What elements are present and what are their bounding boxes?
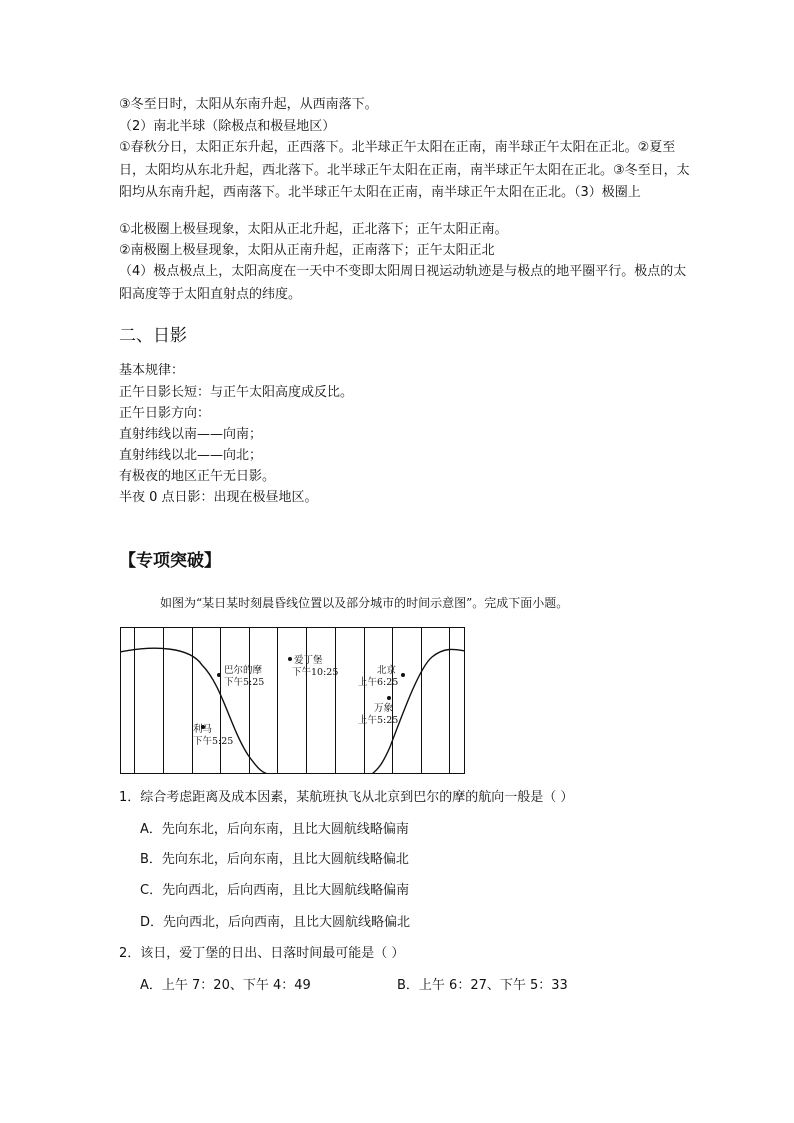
rule-line: 直射纬线以南——向南； xyxy=(119,427,263,442)
rule-line: 正午日影方向： xyxy=(119,406,211,421)
city-name: 北京 xyxy=(377,665,397,676)
question-1-stem: 1．综合考虑距离及成本因素，某航班执飞从北京到巴尔的摩的航向一般是（ ） xyxy=(119,790,574,805)
terminator-diagram xyxy=(120,627,465,774)
city-dot xyxy=(401,673,405,677)
rule-line: 正午日影长短：与正午太阳高度成反比。 xyxy=(119,385,354,400)
beijing-marker xyxy=(358,664,405,688)
city-time: 上午6:25 xyxy=(358,677,399,688)
city-dot xyxy=(217,673,221,677)
paragraph: ①春秋分日，太阳正东升起，正西落下。北半球正午太阳在正南，南半球正午太阳在正北。②夏至日，太阳均从东北升起，西北落下。北半球正午太阳在正南，南半球正午太阳在正北。③冬至日，太阳均从东南升起，西南落下。北半球正午太阳在正南，南半球正午太阳在正北。（3）极圈上 xyxy=(119,140,690,200)
text-line: ③冬至日时，太阳从东南升起，从西南落下。 xyxy=(119,97,378,112)
question-2-stem: 2．该日，爱丁堡的日出、日落时间最可能是（ ） xyxy=(119,946,405,961)
rule-line: 直射纬线以北——向北； xyxy=(119,448,263,463)
section-heading: 【专项突破】 xyxy=(119,551,221,571)
city-time: 下午10:25 xyxy=(292,667,339,678)
city-dot xyxy=(288,657,292,661)
rule-title: 基本规律： xyxy=(119,363,185,378)
city-time: 上午5:25 xyxy=(358,715,399,726)
question-intro: 如图为“某日某时刻晨昏线位置以及部分城市的时间示意图”。完成下面小题。 xyxy=(160,596,569,610)
city-dot xyxy=(387,696,391,700)
lima-marker xyxy=(193,723,233,747)
question-1-option-d[interactable]: D．先向西北，后向西南，且比大圆航线略偏北 xyxy=(140,915,411,930)
question-2-option-a[interactable]: A．上午 7：20、下午 4：49 xyxy=(140,978,311,993)
question-1-option-a[interactable]: A．先向东北，后向东南，且比大圆航线略偏南 xyxy=(140,822,409,837)
rule-line: 半夜 0 点日影：出现在极昼地区。 xyxy=(119,490,318,505)
question-1-option-c[interactable]: C．先向西北，后向西南，且比大圆航线略偏南 xyxy=(140,883,410,898)
question-2-option-b[interactable]: B．上午 6：27、下午 5：33 xyxy=(397,978,568,993)
baltimore-marker xyxy=(217,664,264,688)
city-name: 巴尔的摩 xyxy=(224,665,263,676)
section-heading: 二、日影 xyxy=(119,326,187,346)
meridian-lines xyxy=(135,627,450,774)
city-time: 下午5:25 xyxy=(193,736,234,747)
text-line: （2）南北半球（除极点和极昼地区） xyxy=(119,119,336,134)
city-name: 万象 xyxy=(374,703,394,714)
edinburgh-marker xyxy=(288,654,338,678)
text-line: ②南极圈上极昼现象，太阳从正南升起，正南落下；正午太阳正北 xyxy=(119,243,495,258)
question-1-option-b[interactable]: B．先向东北，后向东南，且比大圆航线略偏北 xyxy=(140,852,409,867)
paragraph: （4）极点极点上，太阳高度在一天中不变即太阳周日视运动轨迹是与极点的地平圈平行。极点的太阳高度等于太阳直射点的纬度。 xyxy=(119,264,687,302)
city-name: 爱丁堡 xyxy=(294,655,323,666)
rule-line: 有极夜的地区正午无日影。 xyxy=(119,469,276,484)
city-name: 利马 xyxy=(193,724,213,735)
city-time: 下午5:25 xyxy=(224,677,265,688)
text-line: ①北极圈上极昼现象，太阳从正北升起，正北落下；正午太阳正南。 xyxy=(119,222,508,237)
